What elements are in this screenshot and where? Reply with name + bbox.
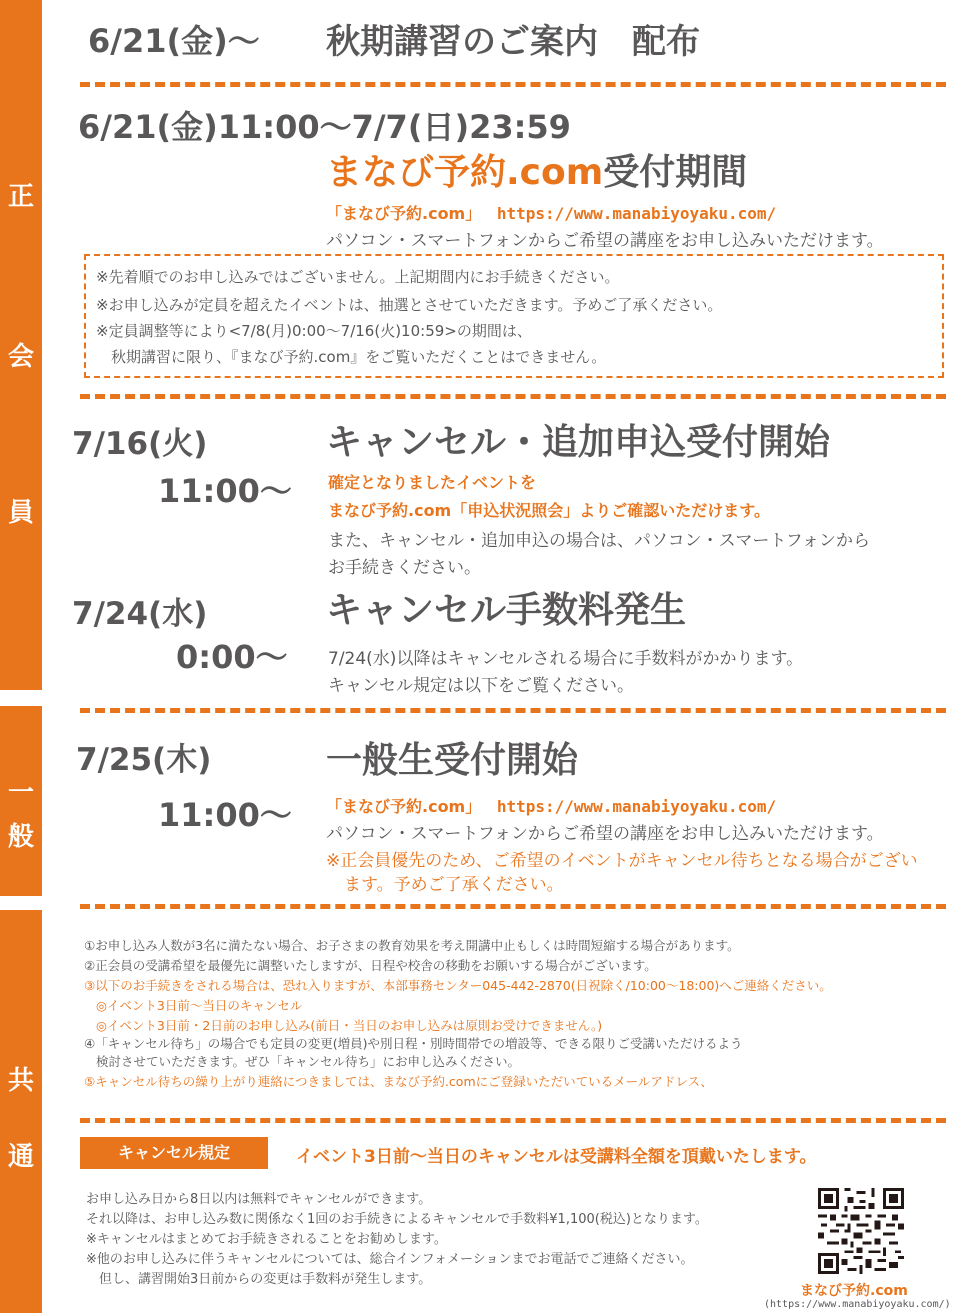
cancel-add-line1: 確定となりましたイベントを: [328, 473, 537, 492]
note-line: ※先着順でのお申し込みではございません。上記期間内にお手続きください。: [96, 268, 620, 286]
general-date: 7/25(木): [76, 742, 212, 778]
period-desc: パソコン・スマートフォンからご希望の講座をお申し込みいただけます。: [326, 231, 884, 251]
period-title-rest: 受付期間: [603, 152, 748, 193]
common-line: ③以下のお手続きをされる場合は、恐れ入りますが、本部事務センター045-442-2870(日祝除く/10:00〜18:00)へご連絡ください。: [84, 978, 832, 993]
side-label-sei: 正: [7, 182, 34, 212]
side-bar-kyotsu: [0, 910, 42, 1313]
fee-title: キャンセル手数料発生: [326, 590, 687, 631]
fee-line1: 7/24(水)以降はキャンセルされる場合に手数料がかかります。: [328, 649, 804, 669]
side-label-han: 般: [7, 822, 34, 852]
cancel-add-date: 7/16(火): [72, 426, 208, 462]
period-site: [326, 201, 776, 224]
common-line: ①お申し込み人数が3名に満たない場合、お子さまの教育効果を考え開講中止もしくは時間短縮する場合があります。: [84, 938, 740, 953]
general-desc: パソコン・スマートフォンからご希望の講座をお申し込みいただけます。: [326, 824, 884, 844]
side-label-ichi: 一: [7, 778, 34, 808]
cancel-add-line4: お手続きください。: [328, 558, 481, 578]
policy-line: それ以降は、お申し込み数に関係なく1回のお手続きによるキャンセルで手数料¥1,100(税込)となります。: [86, 1212, 708, 1227]
general-site-label: 「まなび予約.com」: [326, 797, 482, 816]
fee-date: 7/24(水): [72, 596, 208, 632]
cancel-add-title: キャンセル・追加申込受付開始: [326, 422, 831, 463]
general-note2: ます。予めご了承ください。: [344, 875, 564, 895]
side-label-in: 員: [7, 498, 34, 528]
fee-line2: キャンセル規定は以下をご覧ください。: [328, 676, 634, 696]
cancel-add-line2: まなび予約.com「申込状況照会」よりご確認いただけます。: [328, 501, 770, 520]
common-line: ◎イベント3日前〜当日のキャンセル: [96, 998, 303, 1013]
general-site-url[interactable]: https://www.manabiyoyaku.com/: [496, 797, 777, 816]
general-time: 11:00〜: [158, 796, 292, 834]
divider: [80, 394, 946, 399]
cancel-add-time: 11:00〜: [158, 472, 292, 510]
period-site-url[interactable]: https://www.manabiyoyaku.com/: [496, 204, 777, 223]
divider: [80, 1118, 946, 1123]
side-label-kai: 会: [7, 342, 34, 372]
side-label-tsu: 通: [7, 1142, 34, 1172]
policy-headline: イベント3日前〜当日のキャンセルは受講料全額を頂戴いたします。: [296, 1147, 817, 1167]
policy-line: ※他のお申し込みに伴うキャンセルについては、総合インフォメーションまでお電話でご連絡ください。: [86, 1252, 694, 1267]
header-title: 秋期講習のご案内 配布: [326, 22, 700, 62]
general-note1: ※正会員優先のため、ご希望のイベントがキャンセル待ちとなる場合がござい: [326, 851, 918, 871]
policy-line: 但し、講習開始3日前からの変更は手数料が発生します。: [86, 1272, 432, 1287]
period-dates: 6/21(金)11:00〜7/7(日)23:59: [78, 108, 571, 146]
side-label-kyo: 共: [7, 1066, 34, 1096]
divider: [80, 904, 946, 909]
common-line: ⑤キャンセル待ちの繰り上がり連絡につきましては、まなび予約.comにご登録いただいているメールアドレス、: [84, 1074, 713, 1089]
fee-time: 0:00〜: [176, 638, 288, 676]
policy-badge: キャンセル規定: [80, 1137, 268, 1169]
divider: [80, 82, 946, 87]
note-line: ※定員調整等により<7/8(月)0:00〜7/16(火)10:59>の期間は、: [96, 322, 532, 340]
header-date: 6/21(金)〜: [88, 22, 260, 60]
common-line: ◎イベント3日前・2日前のお申し込み(前日・当日のお申し込みは原則お受けできません。): [96, 1018, 603, 1033]
policy-line: お申し込み日から8日以内は無料でキャンセルができます。: [86, 1192, 432, 1207]
note-line: ※お申し込みが定員を超えたイベントは、抽選とさせていただきます。予めご了承ください。: [96, 296, 723, 314]
qr-caption: まなび予約.com: [800, 1283, 908, 1299]
cancel-add-line3: また、キャンセル・追加申込の場合は、パソコン・スマートフォンから: [328, 531, 870, 551]
common-line: ④「キャンセル待ち」の場合でも定員の変更(増員)や別日程・別時間帯での増設等、できる限りご受講いただけるよう: [84, 1036, 743, 1051]
policy-line: ※キャンセルはまとめてお手続きされることをお勧めします。: [86, 1232, 447, 1247]
common-line: ②正会員の受講希望を最優先に調整いたしますが、日程や校舎の移動をお願いする場合がございます。: [84, 958, 657, 973]
period-title: [326, 144, 747, 195]
qr-code-icon[interactable]: [818, 1188, 904, 1274]
period-title-site: まなび予約.com: [326, 152, 604, 193]
note-line: 秋期講習に限り、『まなび予約.com』をご覧いただくことはできません。: [96, 348, 607, 366]
divider: [80, 708, 946, 713]
qr-url[interactable]: (https://www.manabiyoyaku.com/): [764, 1299, 951, 1310]
period-site-label: 「まなび予約.com」: [326, 204, 482, 223]
common-line: 検討させていただきます。ぜひ「キャンセル待ち」にお申し込みください。: [96, 1054, 521, 1069]
general-site: [326, 794, 776, 817]
general-title: 一般生受付開始: [326, 740, 579, 781]
